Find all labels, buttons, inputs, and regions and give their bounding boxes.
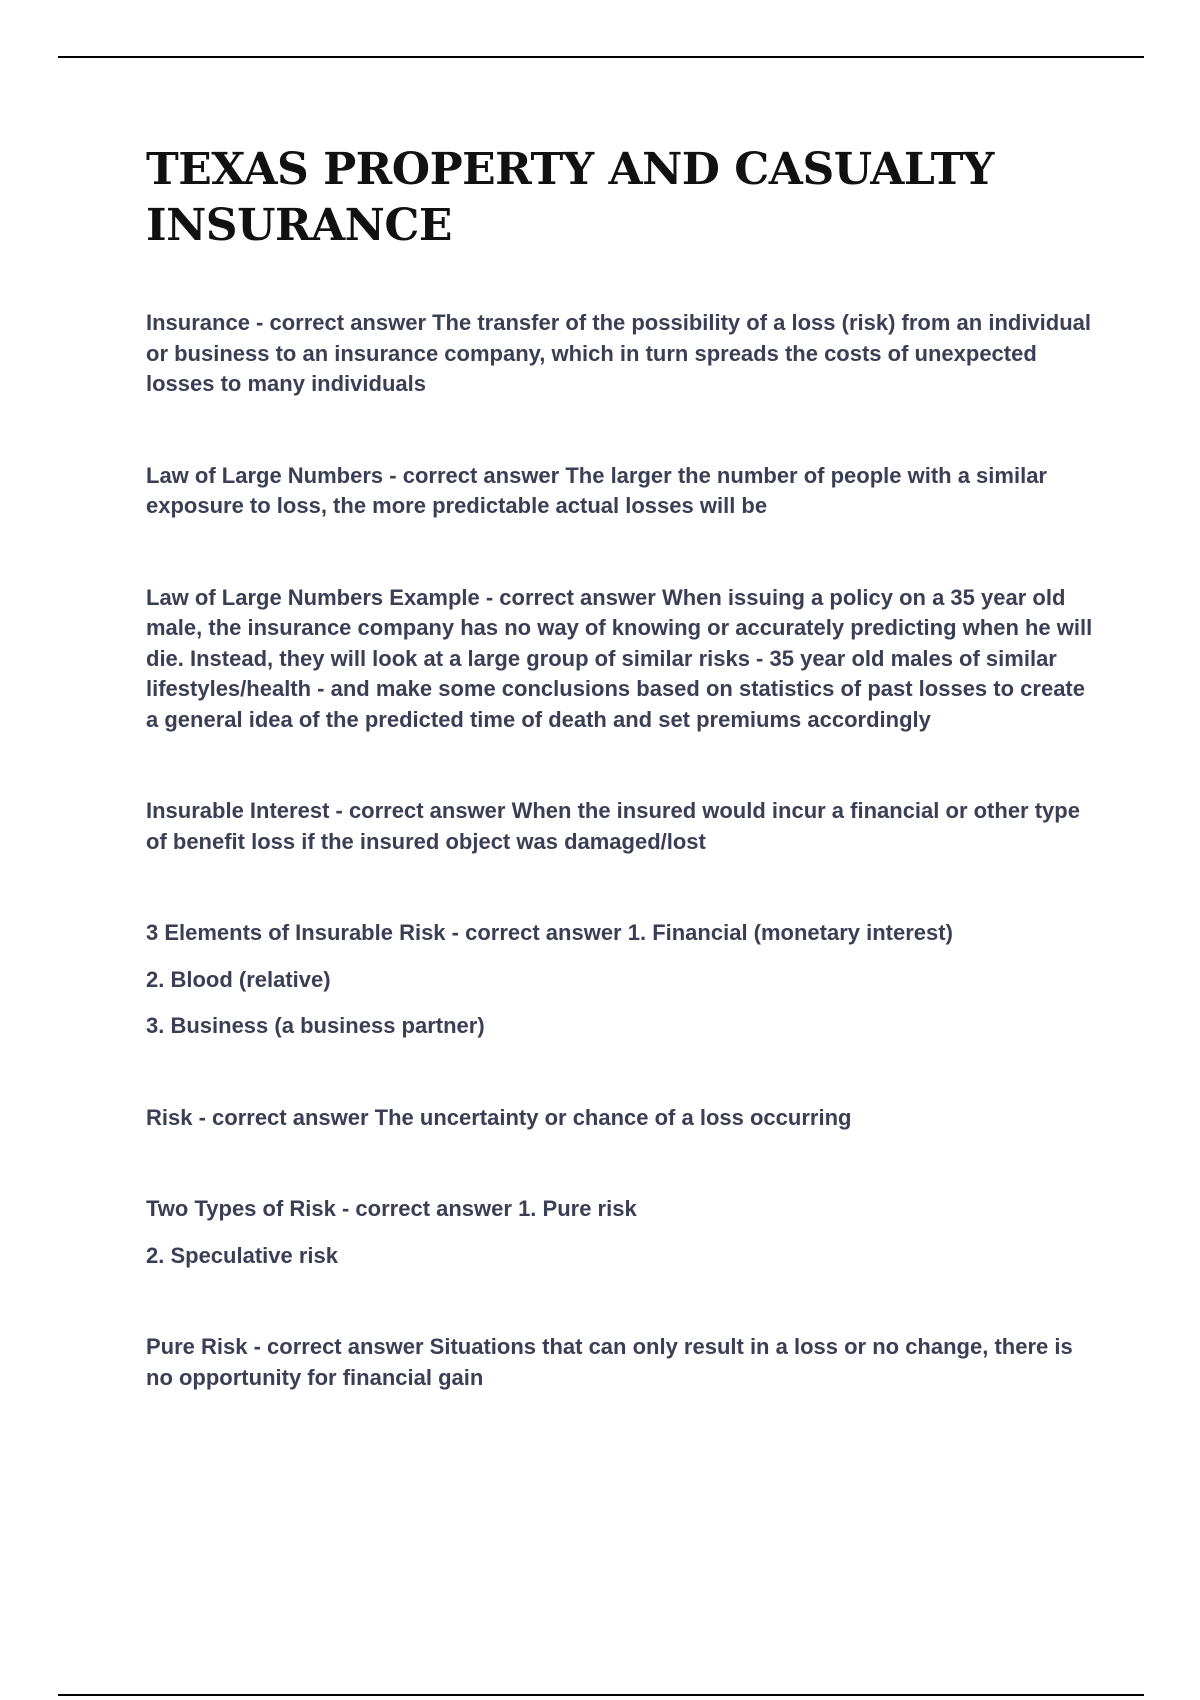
entry-text: Risk - correct answer The uncertainty or chance of a loss occurring bbox=[146, 1104, 852, 1130]
entry-text: 3 Elements of Insurable Risk - correct answer 1. Financial (monetary interest) bbox=[146, 920, 953, 945]
entry-text: Law of Large Numbers - correct answer The larger the number of people with a similar exposure to loss, the more predictable actual losses will be bbox=[146, 462, 1047, 518]
entry-insurable-interest bbox=[146, 796, 1096, 857]
entry-risk bbox=[146, 1103, 1096, 1134]
top-rule bbox=[58, 56, 1144, 58]
entry-two-types-of-risk bbox=[146, 1194, 1096, 1271]
entry-insurance bbox=[146, 308, 1096, 400]
entry-text: Pure Risk - correct answer Situations that can only result in a loss or no change, there is no opportunity for financial gain bbox=[146, 1334, 1073, 1390]
entry-elements-of-insurable-risk bbox=[146, 918, 1096, 1042]
entry-law-of-large-numbers bbox=[146, 461, 1096, 522]
entry-text: Insurable Interest - correct answer When the insured would incur a financial or other type of benefit loss if the insured object was damaged/lost bbox=[146, 798, 1080, 854]
page-title: TEXAS PROPERTY AND CASUALTY INSURANCE bbox=[146, 144, 994, 251]
entry-text: Insurance - correct answer The transfer of the possibility of a loss (risk) from an individual or business to an insurance company, which in turn spreads the costs of unexpected losses to many individuals bbox=[146, 310, 1092, 396]
entry-list-item: 3. Business (a business partner) bbox=[146, 1013, 485, 1038]
entry-pure-risk bbox=[146, 1332, 1096, 1393]
entry-text: Two Types of Risk - correct answer 1. Pure risk bbox=[146, 1196, 637, 1221]
entry-list-item: 2. Speculative risk bbox=[146, 1242, 338, 1268]
entry-text: Law of Large Numbers Example - correct answer When issuing a policy on a 35 year old male, the insurance company has no way of knowing or accurately predicting when he will die. Instead, they will look at a large group of similar risks - 35 year old males of similar lifestyles/health - and make some conclusions based on statistics of past losses to create a general idea of the predicted time of death and set premiums accordingly bbox=[146, 584, 1093, 732]
document-body bbox=[146, 142, 1096, 1393]
bottom-rule bbox=[58, 1694, 1144, 1696]
entry-law-of-large-numbers-example bbox=[146, 583, 1096, 736]
entry-list-item: 2. Blood (relative) bbox=[146, 966, 331, 992]
